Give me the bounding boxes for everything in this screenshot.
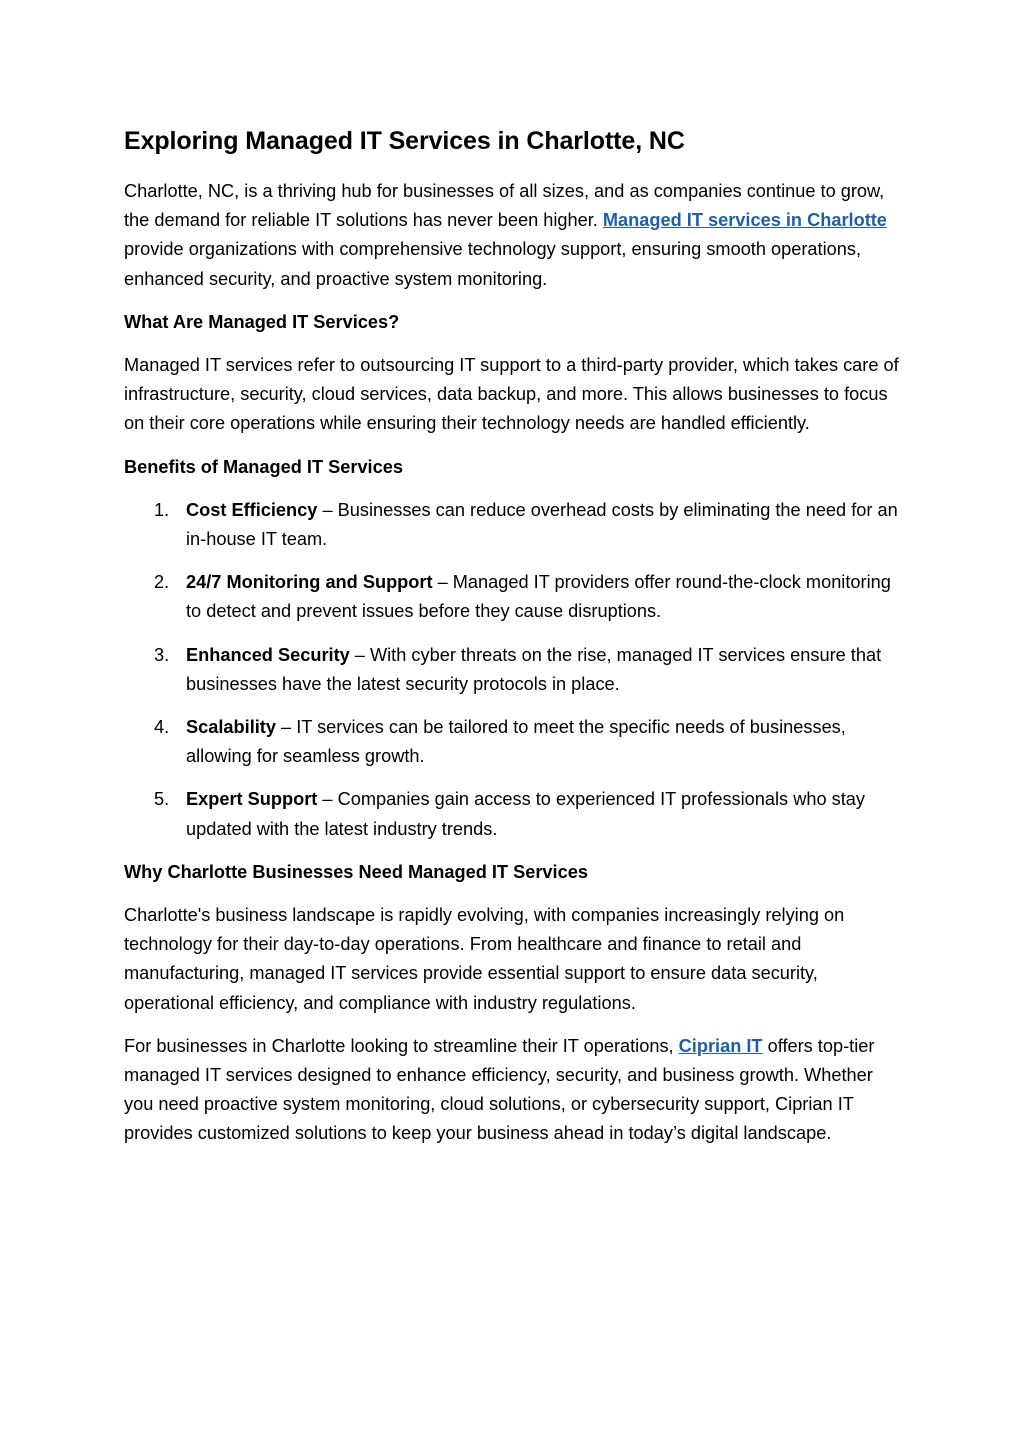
- intro-text-before: Charlotte, NC, is a thriving hub for businesses of all sizes, and as companies continue to grow, the demand for reliable IT solutions has never been higher.: [124, 181, 885, 231]
- list-item-number: 1.: [154, 499, 170, 520]
- ciprian-it-link[interactable]: Ciprian IT: [678, 1035, 763, 1056]
- section-body-what-are: Managed IT services refer to outsourcing IT support to a third-party provider, which takes care of infrastructure, security, cloud services, data backup, and more. This allows businesses to focus on their core operations while ensuring their technology needs are handled efficiently.: [124, 355, 899, 434]
- section-heading-why-charlotte: Why Charlotte Businesses Need Managed IT Services: [124, 861, 588, 882]
- list-item: [124, 641, 904, 699]
- closing-paragraph: [124, 1032, 904, 1149]
- benefits-list: [124, 496, 904, 844]
- closing-text-after: offers top-tier managed IT services designed to enhance efficiency, security, and business growth. Whether you need proactive system monitoring, cloud solutions, or cybersecurity support, Ciprian IT provides customized solutions to keep your business ahead in today’s digital landscape.: [124, 1035, 875, 1144]
- document-page: [124, 124, 904, 1163]
- list-item-text: – IT services can be tailored to meet the specific needs of businesses, allowing for seamless growth.: [186, 717, 846, 767]
- list-item: [124, 713, 904, 771]
- managed-it-services-link[interactable]: Managed IT services in Charlotte: [602, 210, 887, 231]
- list-item-term: Scalability: [186, 717, 276, 738]
- list-item: [124, 568, 904, 626]
- intro-paragraph: [124, 177, 904, 294]
- list-item-text: – Managed IT providers offer round-the-clock monitoring to detect and prevent issues before they cause disruptions.: [186, 572, 891, 622]
- list-item-number: 5.: [154, 789, 170, 810]
- list-item-text: – Companies gain access to experienced IT professionals who stay updated with the latest industry trends.: [186, 789, 865, 839]
- list-item-text: – With cyber threats on the rise, managed IT services ensure that businesses have the latest security protocols in place.: [186, 644, 882, 694]
- list-item-term: Enhanced Security: [186, 644, 350, 665]
- list-item-term: Expert Support: [186, 789, 318, 810]
- list-item: [124, 496, 904, 554]
- list-item-number: 2.: [154, 572, 170, 593]
- list-item-term: Cost Efficiency: [186, 499, 318, 520]
- list-item: [124, 785, 904, 843]
- closing-text-before: For businesses in Charlotte looking to streamline their IT operations,: [124, 1035, 679, 1056]
- list-item-term: 24/7 Monitoring and Support: [186, 572, 433, 593]
- section-heading-benefits: Benefits of Managed IT Services: [124, 456, 403, 477]
- intro-text-after: provide organizations with comprehensive technology support, ensuring smooth operations, enhanced security, and proactive system monitoring.: [124, 239, 862, 289]
- page-title: Exploring Managed IT Services in Charlotte, NC: [124, 127, 685, 155]
- list-item-number: 4.: [154, 717, 170, 738]
- list-item-number: 3.: [154, 644, 170, 665]
- list-item-text: – Businesses can reduce overhead costs by eliminating the need for an in-house IT team.: [186, 499, 898, 550]
- section-body-why-charlotte: Charlotte's business landscape is rapidly evolving, with companies increasingly relying on technology for their day-to-day operations. From healthcare and finance to retail and manufacturing, managed IT services provide essential support to ensure data security, operational efficiency, and compliance with industry regulations.: [124, 905, 845, 1013]
- section-heading-what-are: What Are Managed IT Services?: [124, 311, 400, 332]
